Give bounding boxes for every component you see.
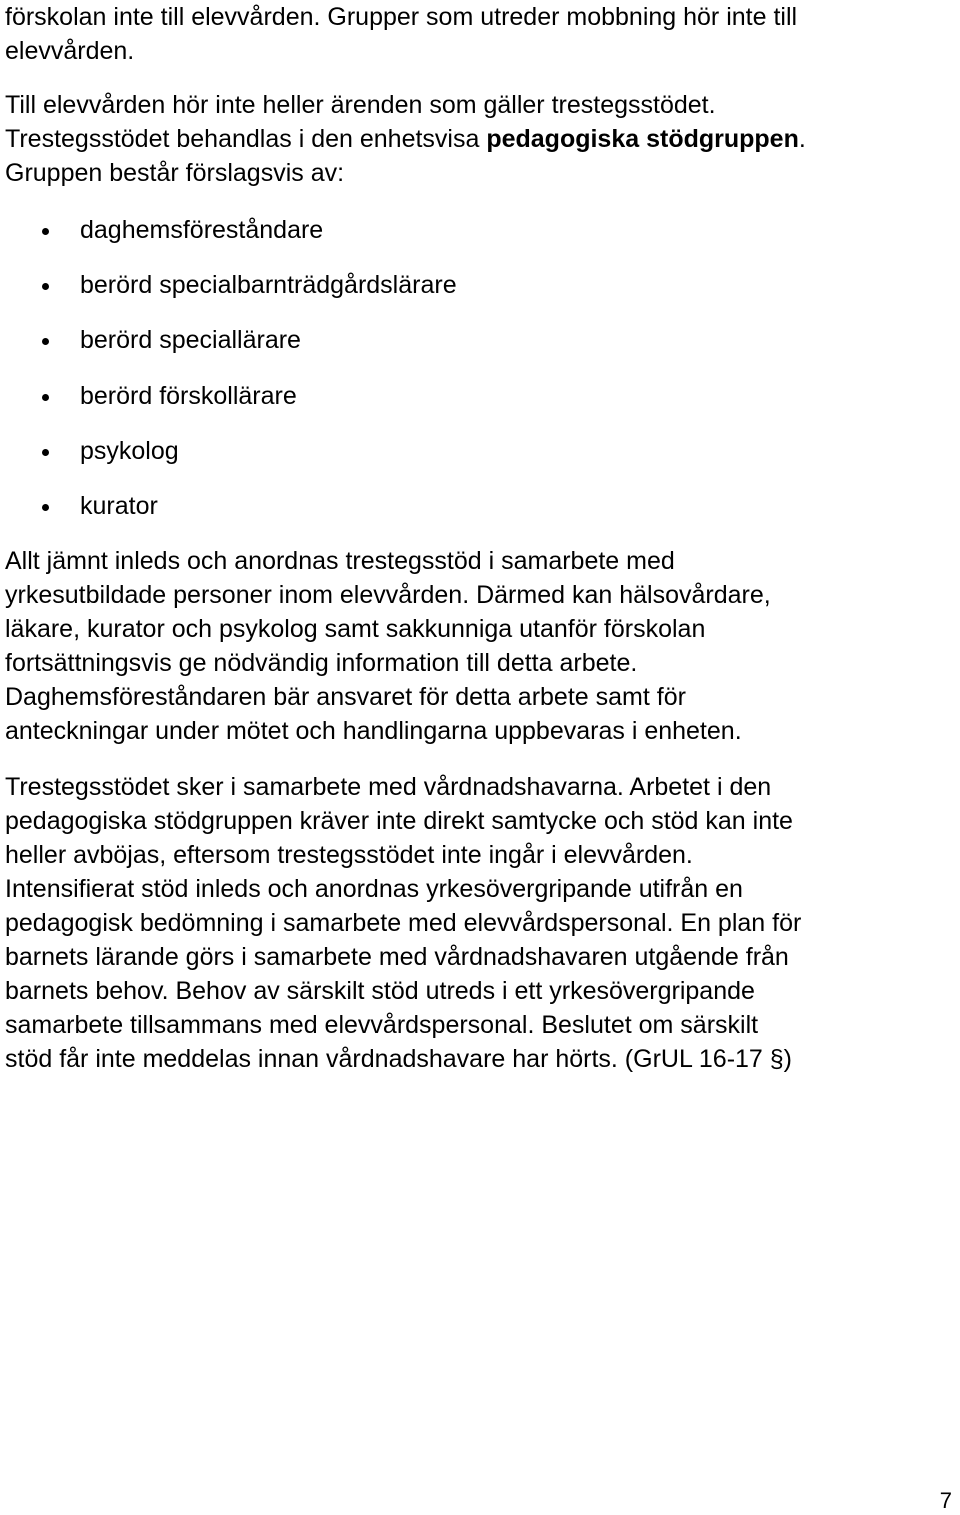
bullet-icon — [42, 228, 49, 235]
text-line: pedagogiska stödgruppen kräver inte direkt samtycke och stöd kan inte — [5, 807, 793, 835]
text-line: pedagogisk bedömning i samarbete med elevvårdspersonal. En plan för — [5, 909, 802, 937]
page-number: 7 — [939, 1488, 952, 1513]
text-line: samarbete tillsammans med elevvårdspersonal. Beslutet om särskilt — [5, 1011, 759, 1039]
list-item-label: berörd speciallärare — [80, 326, 301, 355]
text-line: Gruppen består förslagsvis av: — [5, 159, 345, 187]
text-line: barnets lärande görs i samarbete med vårdnadshavaren utgående från — [5, 943, 789, 971]
text-line: elevvården. — [5, 37, 135, 65]
bullet-icon — [42, 283, 49, 290]
text-line: Till elevvården hör inte heller ärenden som gäller trestegsstödet. — [5, 91, 716, 119]
text-line: heller avböjas, eftersom trestegsstödet inte ingår i elevvården. — [5, 841, 693, 869]
paragraph-cooperation — [5, 544, 955, 748]
text-line: Allt jämnt inleds och anordnas trestegsstöd i samarbete med — [5, 547, 675, 575]
text-line: Daghemsföreståndaren bär ansvaret för detta arbete samt för — [5, 683, 686, 711]
text-line: yrkesutbildade personer inom elevvården. Därmed kan hälsovårdare, — [5, 581, 771, 609]
text-line — [5, 122, 955, 156]
bullet-icon — [42, 449, 49, 456]
paragraph-stodgrupp — [5, 88, 955, 190]
text-line: läkare, kurator och psykolog samt sakkunniga utanför förskolan — [5, 615, 706, 643]
text-line: barnets behov. Behov av särskilt stöd utreds i ett yrkesövergripande — [5, 977, 755, 1005]
bold-term: pedagogiska stödgruppen — [486, 125, 799, 153]
list-item-label: daghemsföreståndare — [80, 216, 324, 244]
text-line: förskolan inte till elevvården. Grupper som utreder mobbning hör inte till — [5, 3, 798, 31]
list-item-label: berörd förskollärare — [80, 381, 297, 410]
list-item-label: kurator — [80, 491, 158, 520]
bullet-icon — [42, 394, 49, 401]
paragraph-intro — [5, 0, 955, 68]
text-line: anteckningar under mötet och handlingarna uppbevaras i enheten. — [5, 717, 742, 745]
text-line: stöd får inte meddelas innan vårdnadshavare har hörts. (GrUL 16-17 §) — [5, 1045, 792, 1073]
text-segment: Trestegsstödet behandlas i den enhetsvisa — [5, 125, 487, 153]
text-line: Intensifierat stöd inleds och anordnas yrkesövergripande utifrån en — [5, 875, 743, 903]
text-segment: . — [798, 125, 806, 153]
list-item-label: berörd specialbarnträdgårdslärare — [80, 271, 457, 300]
bullet-icon — [42, 504, 49, 511]
paragraph-guardians — [5, 770, 955, 1076]
text-line: fortsättningsvis ge nödvändig information till detta arbete. — [5, 649, 638, 677]
bullet-icon — [42, 338, 49, 345]
list-item-label: psykolog — [80, 436, 179, 465]
text-line: Trestegsstödet sker i samarbete med vårdnadshavarna. Arbetet i den — [5, 773, 772, 801]
